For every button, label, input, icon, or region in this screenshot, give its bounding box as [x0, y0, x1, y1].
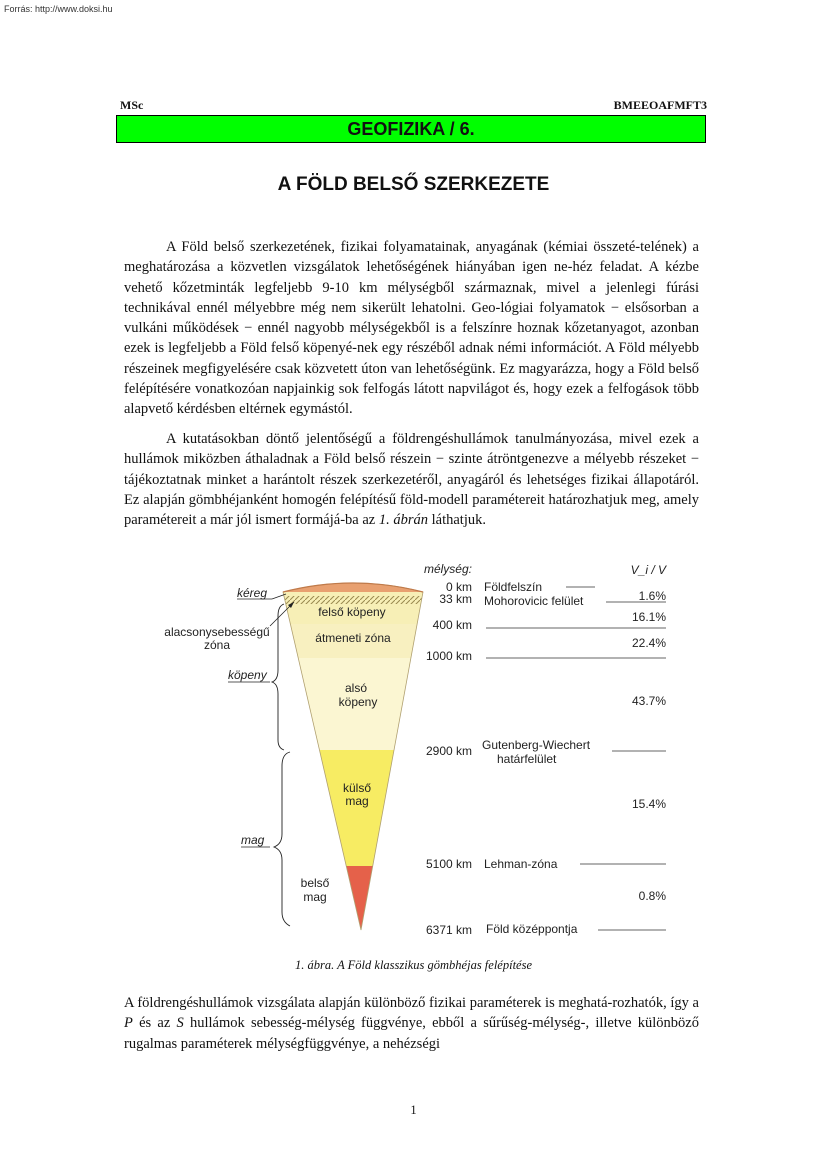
paragraph-3-text-a: A földrengéshullámok vizsgálata alapján különböző fizikai paraméterek is meghatá-rozhatók, így a	[124, 995, 699, 1011]
ratio-lower-mantle: 43.7%	[631, 694, 666, 708]
depth-5100: 5100 km	[425, 857, 472, 871]
paragraph-3-text-b: és az	[132, 1015, 177, 1032]
paragraph-1: A Föld belső szerkezetének, fizikai folyamatainak, anyagának (kémiai összeté-telének) a meghatározása a közvetlen vizsgálatok lehetőségének hiányában igen ne-héz feladat. A kézbe vehető kőzetminták legfeljebb 9-10 km mélységből származnak, mivel a jelenlegi fúrási technikával ennél mélyebbre még nem sikerült lehatolni. Geo-lógiai folyamatok − elsősorban a vulkáni működések − ennél nagyobb mélységekből is a felszínre hoznak kőzetanyagot, azonban ezek is legfeljebb a Föld felső köpenyé-nek egy részéből adnak némi információt. A Föld mélyebb részeinek megfigyelésére csak közvetett úton van lehetőségünk. Ez magyarázza, hogy a Föld belső felépítésére vonatkozóan napjainkig sok felfogás látott napvilágot és, hogy ezek a felfogások több alapvető kérdésben eltérnek egymástól.	[124, 239, 699, 418]
ratio-inner-core: 0.8%	[638, 889, 666, 903]
label-inner-core-1: belső	[300, 876, 330, 890]
boundary-center: Föld középpontja	[486, 922, 578, 936]
label-outer-core-1: külső	[342, 781, 372, 795]
depth-header: mélység:	[423, 562, 472, 576]
depth-1000: 1000 km	[425, 649, 472, 663]
ratio-header: V_i / V	[630, 563, 666, 577]
label-core: mag	[241, 833, 265, 847]
figure-reference: 1. ábrán	[378, 512, 428, 529]
label-low-velocity-zone-1: alacsonysebességű	[164, 625, 270, 639]
page-number: 1	[410, 1103, 417, 1117]
depth-2900: 2900 km	[425, 744, 472, 758]
header-course-code: BMEEOAFMFT3	[613, 98, 707, 112]
boundary-gutenberg-2: határfelület	[497, 752, 557, 766]
label-outer-core-2: mag	[345, 794, 369, 808]
s-wave-symbol: S	[176, 1015, 184, 1032]
p-wave-symbol: P	[124, 1015, 133, 1032]
paragraph-2-text-a: A kutatásokban döntő jelentőségű a földrengéshullámok tanulmányozása, mivel ezek a hullámok miközben áthaladnak a Föld belső részein − szinte átröntgenezve a mélyebb részeket − tájékoztatnak minket a harántolt részek szerkezetéről, anyagáról és lehetséges fizikai állapotáról. Ez alapján gömbhéjanként homogén felépítésű föld-modell paramétereit határozhatjuk meg, amely paramétereit a már jól ismert formájá-ba az	[124, 431, 699, 529]
depth-6371: 6371 km	[425, 923, 472, 937]
label-lower-mantle-1: alsó	[344, 681, 368, 695]
document-title-bar: GEOFIZIKA / 6.	[116, 115, 706, 143]
paragraph-3-text-c: hullámok sebesség-mélység függvénye, ebből a sűrűség-mélység-, illetve különböző rugalmas paraméterek mélységfüggvénye, a nehézségi	[124, 1015, 699, 1052]
label-mantle: köpeny	[228, 668, 267, 682]
paragraph-3	[124, 993, 699, 1054]
label-upper-mantle: felső köpeny	[318, 605, 386, 619]
depth-0: 0 km	[445, 580, 472, 594]
source-note: Forrás: http://www.doksi.hu	[4, 4, 113, 14]
main-title: A FÖLD BELSŐ SZERKEZETE	[277, 174, 550, 195]
label-low-velocity-zone-2: zóna	[203, 638, 231, 652]
paragraph-2-text-b: láthatjuk.	[427, 512, 486, 529]
boundary-gutenberg-1: Gutenberg-Wiechert	[482, 738, 591, 752]
ratio-transition: 22.4%	[631, 636, 666, 650]
figure-caption: 1. ábra. A Föld klasszikus gömbhéjas felépítése	[294, 958, 533, 972]
boundary-moho: Mohorovicic felület	[484, 594, 584, 608]
low-velocity-zone-hatch	[270, 596, 440, 604]
label-lower-mantle-2: köpeny	[338, 695, 378, 709]
depth-400: 400 km	[432, 618, 472, 632]
header-course-level: MSc	[120, 98, 144, 112]
ratio-crust: 1.6%	[638, 589, 666, 603]
boundary-lehman: Lehman-zóna	[484, 857, 558, 871]
layer-outer-core	[270, 750, 440, 866]
ratio-upper-mantle: 16.1%	[631, 610, 666, 624]
depth-33: 33 km	[439, 592, 472, 606]
boundary-surface: Földfelszín	[484, 580, 543, 594]
label-inner-core-2: mag	[303, 890, 327, 904]
ratio-outer-core: 15.4%	[631, 797, 666, 811]
layer-inner-core	[270, 866, 440, 936]
label-transition-zone: átmeneti zóna	[315, 631, 391, 645]
label-crust: kéreg	[237, 586, 268, 600]
